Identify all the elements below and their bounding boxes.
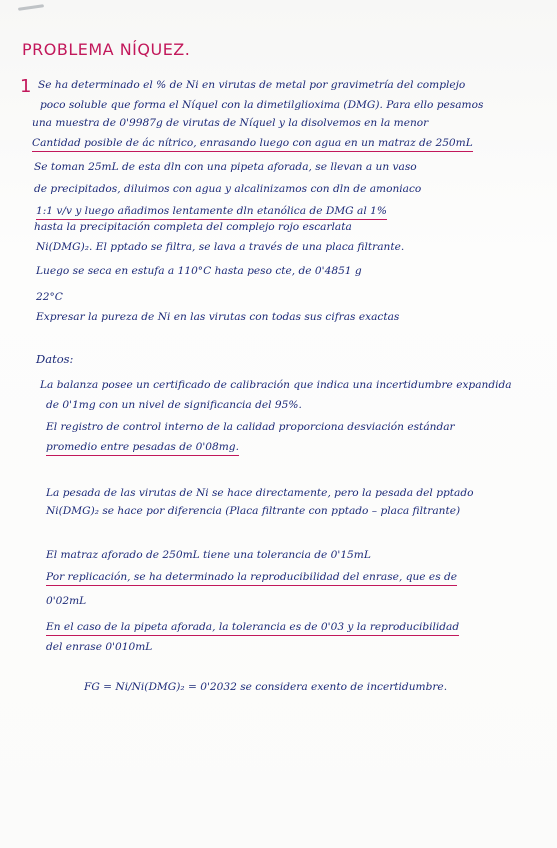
statement-line: Luego se seca en estufa a 110°C hasta peso cte, de 0'4851 g	[36, 265, 362, 277]
data-line: 0'02mL	[46, 595, 87, 607]
statement-line: poco soluble que forma el Níquel con la dimetilglioxima (DMG). Para ello pesamos	[40, 99, 484, 111]
statement-line: una muestra de 0'9987g de virutas de Níquel y la disolvemos en la menor	[32, 117, 429, 129]
data-line: de 0'1mg con un nivel de significancia del 95%.	[46, 399, 302, 411]
gravimetric-factor-line: FG = Ni/Ni(DMG)₂ = 0'2032 se considera exento de incertidumbre.	[84, 681, 448, 693]
statement-line: de precipitados, diluimos con agua y alcalinizamos con dln de amoniaco	[34, 183, 422, 195]
statement-line: 1:1 v/v y luego añadimos lentamente dln etanólica de DMG al 1%	[36, 204, 387, 220]
statement-line: Ni(DMG)₂. El pptado se filtra, se lava a través de una placa filtrante.	[36, 241, 405, 253]
data-line: El matraz aforado de 250mL tiene una tolerancia de 0'15mL	[46, 549, 371, 561]
statement-line: 22°C	[36, 291, 63, 303]
data-line: del enrase 0'010mL	[46, 641, 153, 653]
item-number: 1	[20, 76, 32, 97]
data-line: La pesada de las virutas de Ni se hace directamente, pero la pesada del pptado	[46, 487, 474, 499]
data-line: promedio entre pesadas de 0'08mg.	[46, 440, 239, 456]
statement-line: hasta la precipitación completa del complejo rojo escarlata	[34, 221, 352, 233]
problem-title: PROBLEMA NÍQUEZ.	[22, 40, 191, 59]
data-line: Por replicación, se ha determinado la reproducibilidad del enrase, que es de	[46, 570, 457, 586]
statement-line: Se toman 25mL de esta dln con una pipeta aforada, se llevan a un vaso	[34, 161, 417, 173]
statement-line: Se ha determinado el % de Ni en virutas de metal por gravimetría del complejo	[38, 79, 466, 91]
statement-line: Cantidad posible de ác nítrico, enrasando luego con agua en un matraz de 250mL	[32, 136, 473, 152]
statement-line: Expresar la pureza de Ni en las virutas con todas sus cifras exactas	[36, 311, 400, 323]
data-line: La balanza posee un certificado de calibración que indica una incertidumbre expandida	[40, 379, 512, 391]
datos-label: Datos:	[36, 352, 74, 366]
pen-mark	[18, 4, 44, 11]
data-line: En el caso de la pipeta aforada, la tolerancia es de 0'03 y la reproducibilidad	[46, 620, 459, 636]
data-line: El registro de control interno de la calidad proporciona desviación estándar	[46, 421, 455, 433]
data-line: Ni(DMG)₂ se hace por diferencia (Placa filtrante con pptado – placa filtrante)	[46, 505, 461, 517]
